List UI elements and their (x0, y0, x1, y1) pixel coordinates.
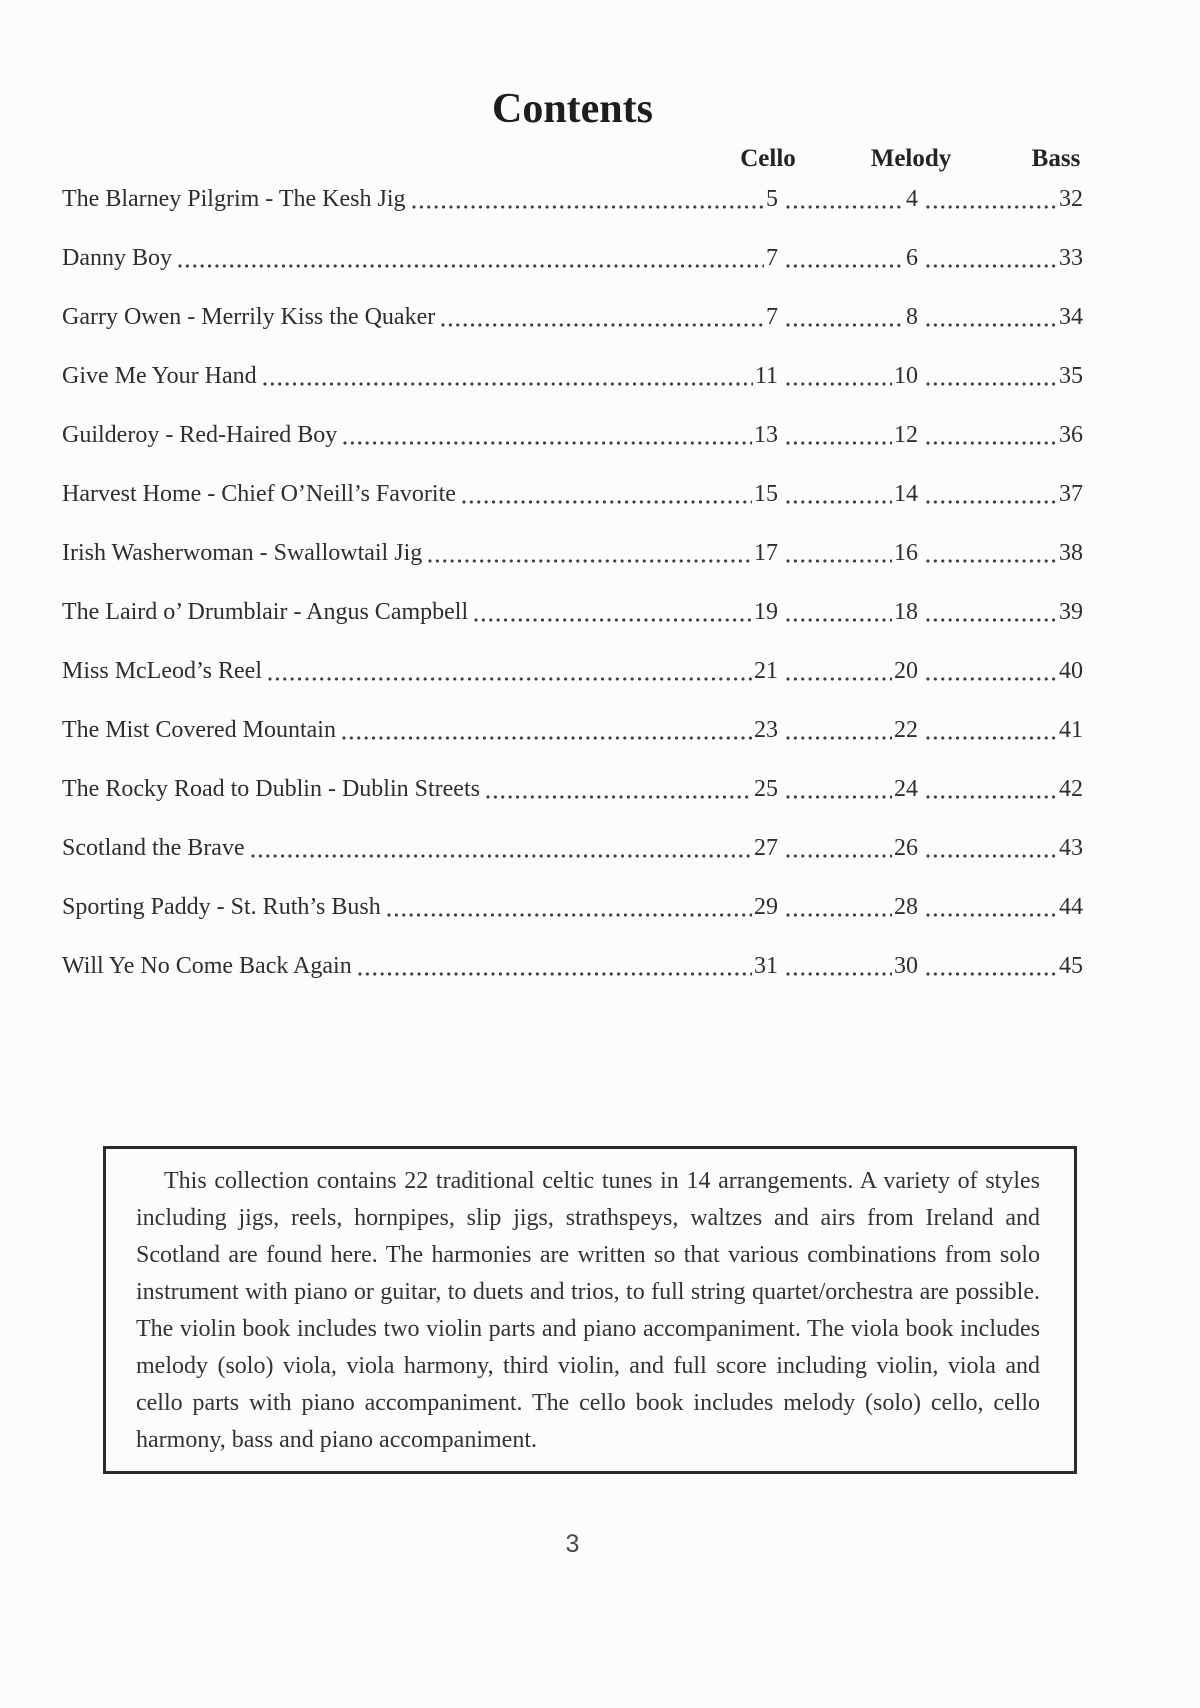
toc-page-bass: 35 (1059, 363, 1083, 389)
dot-leader (926, 892, 1057, 922)
dot-leader (786, 538, 892, 568)
dot-leader (343, 420, 752, 450)
toc-entry-title: Guilderoy - Red-Haired Boy (62, 422, 338, 448)
toc-entry-title: Irish Washerwoman - Swallowtail Jig (62, 540, 423, 566)
toc-melody-segment (778, 538, 918, 568)
toc-column-headers (62, 144, 1083, 174)
toc-page-melody: 14 (894, 481, 918, 507)
toc-page-bass: 45 (1059, 953, 1083, 979)
toc-page-melody: 30 (894, 953, 918, 979)
dot-leader (926, 715, 1057, 745)
toc-row (62, 597, 1083, 627)
description-text: This collection contains 22 traditional celtic tunes in 14 arrangements. A variety of styles including jigs, reels, hornpipes, slip jigs, strathspeys, waltzes and airs from Ireland and Scotland are found here. The harmonies are written so that various combinations from solo instrument with piano or guitar, to duets and trios, to full string quartet/orchestra are possible. The violin book includes two violin parts and piano accompaniment. The viola book includes melody (solo) viola, viola harmony, third violin, and full score including violin, viola and cello parts with piano accompaniment. The cello book includes melody (solo) cello, cello harmony, bass and piano accompaniment. (136, 1168, 1040, 1453)
toc-melody-segment (778, 479, 918, 509)
toc-page-cello: 23 (754, 717, 778, 743)
dot-leader (926, 479, 1057, 509)
toc-page-cello: 7 (766, 245, 778, 271)
toc-entry-title: Scotland the Brave (62, 835, 245, 861)
toc-entry-title: Danny Boy (62, 245, 172, 271)
toc-bass-segment (918, 479, 1083, 509)
toc-row (62, 892, 1083, 922)
dot-leader (926, 361, 1057, 391)
dot-leader (387, 892, 752, 922)
dot-leader (926, 656, 1057, 686)
toc-bass-segment (918, 538, 1083, 568)
dot-leader (926, 302, 1057, 332)
toc-melody-segment (778, 420, 918, 450)
toc-page-cello: 17 (754, 540, 778, 566)
toc-entry-title: The Mist Covered Mountain (62, 717, 336, 743)
toc-melody-segment (778, 951, 918, 981)
toc-entry-title: Will Ye No Come Back Again (62, 953, 352, 979)
dot-leader (358, 951, 752, 981)
toc-entry-title: Sporting Paddy - St. Ruth’s Bush (62, 894, 381, 920)
toc-page-melody: 26 (894, 835, 918, 861)
dot-leader (926, 597, 1057, 627)
dot-leader (474, 597, 752, 627)
toc-page-melody: 12 (894, 422, 918, 448)
toc-page-cello: 7 (766, 304, 778, 330)
toc-page-melody: 10 (894, 363, 918, 389)
toc-bass-segment (918, 833, 1083, 863)
toc-bass-segment (918, 243, 1083, 273)
toc-row (62, 538, 1083, 568)
toc-bass-segment (918, 420, 1083, 450)
column-header-melody: Melody (870, 145, 952, 172)
toc-page-cello: 27 (754, 835, 778, 861)
dot-leader (786, 656, 892, 686)
toc-page-bass: 37 (1059, 481, 1083, 507)
dot-leader (926, 774, 1057, 804)
toc-melody-segment (778, 184, 918, 214)
toc-bass-segment (918, 597, 1083, 627)
toc-bass-segment (918, 715, 1083, 745)
toc-page-bass: 40 (1059, 658, 1083, 684)
toc-page-cello: 5 (766, 186, 778, 212)
column-header-bass: Bass (1031, 145, 1081, 172)
toc-melody-segment (778, 774, 918, 804)
page-content (62, 0, 1083, 1559)
dot-leader (926, 833, 1057, 863)
dot-leader (786, 184, 904, 214)
column-header-cello: Cello (740, 145, 796, 172)
toc-page-bass: 42 (1059, 776, 1083, 802)
toc-row (62, 420, 1083, 450)
toc-page-cello: 19 (754, 599, 778, 625)
toc-bass-segment (918, 184, 1083, 214)
toc-page-bass: 32 (1059, 186, 1083, 212)
toc-page-melody: 22 (894, 717, 918, 743)
toc-list (62, 184, 1083, 981)
toc-page-bass: 39 (1059, 599, 1083, 625)
toc-page-cello: 29 (754, 894, 778, 920)
toc-row (62, 951, 1083, 981)
dot-leader (441, 302, 764, 332)
toc-page-melody: 28 (894, 894, 918, 920)
toc-row (62, 479, 1083, 509)
dot-leader (786, 597, 892, 627)
dot-leader (486, 774, 752, 804)
toc-row (62, 656, 1083, 686)
toc-row (62, 361, 1083, 391)
toc-bass-segment (918, 774, 1083, 804)
toc-row (62, 184, 1083, 214)
toc-entry-title: Give Me Your Hand (62, 363, 257, 389)
dot-leader (263, 361, 753, 391)
dot-leader (786, 774, 892, 804)
dot-leader (786, 243, 904, 273)
description-box (103, 1146, 1077, 1474)
dot-leader (786, 479, 892, 509)
toc-row (62, 243, 1083, 273)
dot-leader (786, 833, 892, 863)
dot-leader (926, 951, 1057, 981)
toc-melody-segment (778, 243, 918, 273)
toc-entry-title: The Blarney Pilgrim - The Kesh Jig (62, 186, 406, 212)
toc-page-melody: 24 (894, 776, 918, 802)
toc-melody-segment (778, 597, 918, 627)
dot-leader (926, 243, 1057, 273)
toc-page-bass: 43 (1059, 835, 1083, 861)
dot-leader (786, 361, 892, 391)
toc-page-cello: 15 (754, 481, 778, 507)
toc-entry-title: Garry Owen - Merrily Kiss the Quaker (62, 304, 436, 330)
toc-page-melody: 18 (894, 599, 918, 625)
toc-page-cello: 11 (754, 363, 778, 389)
dot-leader (412, 184, 765, 214)
dot-leader (786, 892, 892, 922)
dot-leader (786, 715, 892, 745)
toc-bass-segment (918, 951, 1083, 981)
toc-page-bass: 38 (1059, 540, 1083, 566)
toc-page-melody: 20 (894, 658, 918, 684)
toc-melody-segment (778, 656, 918, 686)
dot-leader (926, 538, 1057, 568)
toc-row (62, 302, 1083, 332)
toc-melody-segment (778, 833, 918, 863)
toc-page-melody: 8 (906, 304, 918, 330)
toc-page-bass: 33 (1059, 245, 1083, 271)
toc-page-cello: 31 (754, 953, 778, 979)
toc-page-melody: 4 (906, 186, 918, 212)
toc-entry-title: Miss McLeod’s Reel (62, 658, 262, 684)
dot-leader (462, 479, 752, 509)
toc-row (62, 715, 1083, 745)
toc-melody-segment (778, 361, 918, 391)
dot-leader (342, 715, 752, 745)
toc-entry-title: The Laird o’ Drumblair - Angus Campbell (62, 599, 469, 625)
toc-page-bass: 34 (1059, 304, 1083, 330)
toc-page-melody: 16 (894, 540, 918, 566)
toc-page-cello: 13 (754, 422, 778, 448)
toc-page-bass: 41 (1059, 717, 1083, 743)
toc-page-cello: 25 (754, 776, 778, 802)
toc-row (62, 833, 1083, 863)
toc-melody-segment (778, 302, 918, 332)
dot-leader (268, 656, 752, 686)
dot-leader (251, 833, 752, 863)
toc-bass-segment (918, 892, 1083, 922)
dot-leader (786, 951, 892, 981)
toc-melody-segment (778, 892, 918, 922)
dot-leader (786, 302, 904, 332)
toc-entry-title: Harvest Home - Chief O’Neill’s Favorite (62, 481, 456, 507)
page-number: 3 (565, 1530, 580, 1558)
toc-row (62, 774, 1083, 804)
toc-melody-segment (778, 715, 918, 745)
toc-bass-segment (918, 656, 1083, 686)
toc-bass-segment (918, 361, 1083, 391)
toc-bass-segment (918, 302, 1083, 332)
toc-page-bass: 44 (1059, 894, 1083, 920)
dot-leader (428, 538, 752, 568)
toc-entry-title: The Rocky Road to Dublin - Dublin Streets (62, 776, 480, 802)
toc-page-bass: 36 (1059, 422, 1083, 448)
page-title: Contents (491, 86, 653, 132)
dot-leader (786, 420, 892, 450)
toc-page-cello: 21 (754, 658, 778, 684)
dot-leader (926, 184, 1057, 214)
dot-leader (178, 243, 764, 273)
toc-page-melody: 6 (906, 245, 918, 271)
dot-leader (926, 420, 1057, 450)
